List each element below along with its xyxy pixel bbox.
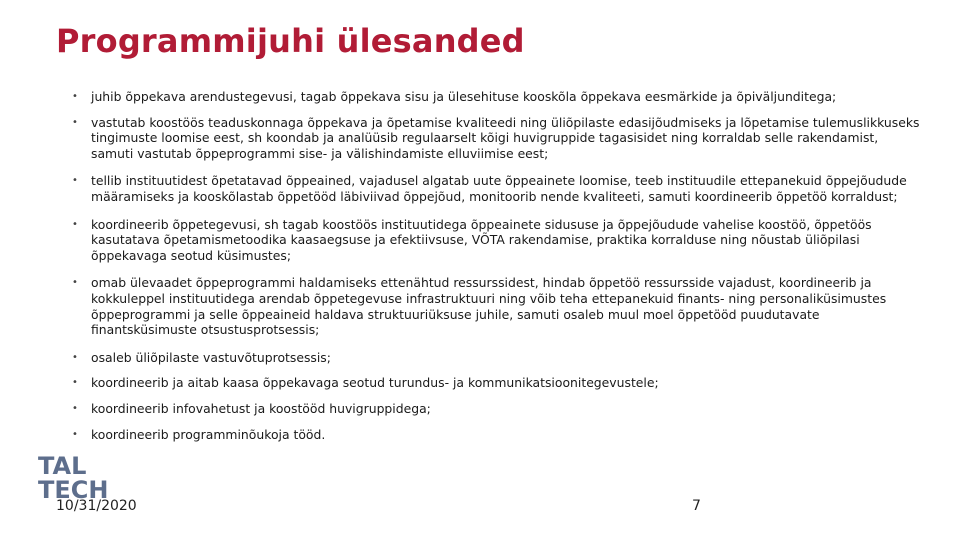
bullet-item bbox=[72, 401, 920, 417]
slide-title: Programmijuhi ülesanded bbox=[56, 22, 525, 60]
bullet-dot: • bbox=[72, 402, 78, 414]
bullet-text: omab ülevaadet õppeprogrammi haldamiseks ettenähtud ressurssidest, hindab õppetöö ressursside vajadust, koordineerib ja kokkuleppel instituutidega arendab õppetegevuse infrastruktuuri ning võib teha ettepanekuid finants- ning personaliküsimustes õppeprogrammi ja selle õppeaineid haldava struktuuriüksuse juhile, samuti osaleb muul moel õppetööd puudutavate finantsküsimuste otsustusprotsessis; bbox=[91, 275, 887, 338]
bullet-item bbox=[72, 173, 920, 204]
svg-text:TAL: TAL bbox=[38, 452, 87, 480]
bullet-dot: • bbox=[72, 175, 78, 187]
bullet-dot: • bbox=[72, 91, 78, 102]
taltech-logo bbox=[38, 452, 122, 500]
bullet-item bbox=[72, 89, 920, 105]
bullet-text: vastutab koostöös teaduskonnaga õppekava ja õpetamise kvaliteedi ning üliõpilaste edasijõudmiseks ja lõpetamise tulemuslikkuseks tingimuste loomise eest, sh koondab ja analüüsib regulaarselt kõigi huvigruppide tagasisidet ning korraldab selle rakendamist, samuti vastutab õppeprogrammi sise- ja välishindamiste elluviimise eest; bbox=[91, 114, 920, 161]
bullet-item bbox=[72, 375, 920, 391]
svg-text:TECH: TECH bbox=[38, 476, 109, 500]
bullet-text: tellib instituutidest õpetatavad õppeained, vajadusel algatab uute õppeainete loomise, teeb instituudile ettepanekuid õppejõudude määramiseks ja kooskõlastab õppetööd läbiviivad õppejõud, monitoorib nende kvaliteeti, samuti koordineerib õppetöö korraldust; bbox=[91, 173, 907, 204]
bullet-text: koordineerib infovahetust ja koostööd huvigruppidega; bbox=[91, 400, 431, 416]
bullet-dot: • bbox=[72, 351, 78, 363]
bullet-text: juhib õppekava arendustegevusi, tagab õppekava sisu ja ülesehituse kooskõla õppekava eesmärkide ja õpiväljunditega; bbox=[91, 89, 837, 104]
page-number: 7 bbox=[692, 498, 701, 514]
bullet-text: koordineerib programminõukoja tööd. bbox=[91, 426, 326, 442]
bullet-dot: • bbox=[72, 116, 78, 128]
bullet-text: koordineerib õppetegevusi, sh tagab koostöös instituutidega õppeainete sidususe ja õppejõudude vahelise koostöö, õppetöös kasutatava õpetamismetoodika kaasaegsuse ja efektiivsuse, VÕTA rakendamise, praktika korralduse ning nõustab üliõpilasi õppekavaga seotud küsimustes; bbox=[91, 216, 872, 263]
bullet-dot: • bbox=[72, 218, 78, 230]
bullet-dot: • bbox=[72, 277, 78, 289]
bullet-item bbox=[72, 350, 920, 366]
bullet-item bbox=[72, 217, 920, 264]
bullet-dot: • bbox=[72, 377, 78, 389]
bullet-list bbox=[72, 89, 920, 442]
bullet-text: osaleb üliõpilaste vastuvõtuprotsessis; bbox=[91, 349, 331, 365]
bullet-dot: • bbox=[72, 428, 78, 440]
bullet-text: koordineerib ja aitab kaasa õppekavaga seotud turundus- ja kommunikatsioonitegevustele; bbox=[91, 375, 659, 391]
footer-date: 10/31/2020 bbox=[56, 498, 137, 514]
bullet-item bbox=[72, 427, 920, 443]
bullet-item bbox=[72, 115, 920, 162]
bullet-item bbox=[72, 275, 920, 337]
